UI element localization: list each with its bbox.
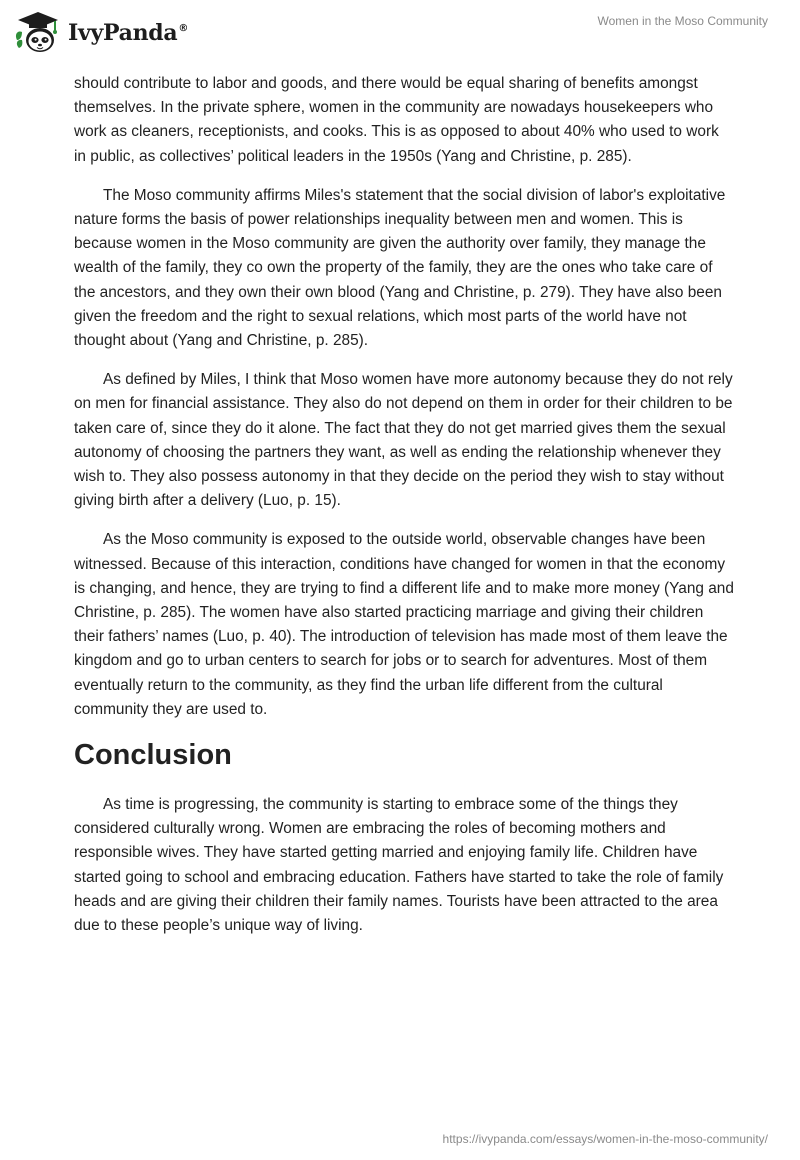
body-paragraph: As the Moso community is exposed to the outside world, observable changes have been witnessed. Because of this interaction, conditions have changed for women in that the economy is changing, and hence, they are trying to find a different life and to make more money (Yang and Christine, p. 285). The women have also started practicing marriage and giving their children their fathers’ names (Luo, p. 40). The introduction of television has made most of them leave the kingdom and go to urban centers to search for jobs or to search for adventures. Most of them eventually return to the community, as they find the urban life different from the cultural community they are used to. [74, 531, 734, 718]
essay-body [74, 72, 734, 953]
source-url-link[interactable]: https://ivypanda.com/essays/women-in-the-moso-community/ [442, 1132, 768, 1146]
panda-graduate-icon [14, 10, 62, 54]
conclusion-heading: Conclusion [74, 739, 232, 772]
logo-text: IvyPanda [68, 20, 178, 46]
document-title: Women in the Moso Community [597, 14, 768, 28]
ivypanda-logo[interactable] [14, 10, 188, 54]
body-paragraph: As defined by Miles, I think that Moso women have more autonomy because they do not rely on men for financial assistance. They also do not depend on them in order for their children to be taken care of, since they do it alone. The fact that they do not get married gives them the sexual autonomy of choosing the partners they want, as well as ending the relationship whenever they wish to. They also possess autonomy in that they decide on the period they wish to stay without giving birth after a delivery (Luo, p. 15). [74, 371, 733, 510]
conclusion-paragraph: As time is progressing, the community is starting to embrace some of the things they considered culturally wrong. Women are embracing the roles of becoming mothers and responsible wives. They have started getting married and enjoying family life. Children have started going to school and embracing education. Fathers have started to take the role of family heads and are giving their children their family names. Tourists have been attracted to the area due to these people’s unique way of living. [74, 796, 724, 935]
logo-wordmark [68, 20, 188, 46]
body-paragraph: The Moso community affirms Miles's statement that the social division of labor's exploitative nature forms the basis of power relationships inequality between men and women. This is because women in the Moso community are given the authority over family, they manage the wealth of the family, they co own the property of the family, they are the ones who take care of the ancestors, and they own their own blood (Yang and Christine, p. 279). They have also been given the freedom and the right to sexual relations, which most parts of the world have not thought about (Yang and Christine, p. 285). [74, 186, 726, 350]
page-header [0, 0, 800, 62]
registered-mark: ® [178, 23, 189, 34]
body-paragraph: should contribute to labor and goods, and there would be equal sharing of benefits amongst themselves. In the private sphere, women in the community are nowadays housekeepers who work as cleaners, receptionists, and cooks. This is as opposed to about 40% who used to work in public, as collectives’ political leaders in the 1950s (Yang and Christine, p. 285). [74, 75, 719, 165]
